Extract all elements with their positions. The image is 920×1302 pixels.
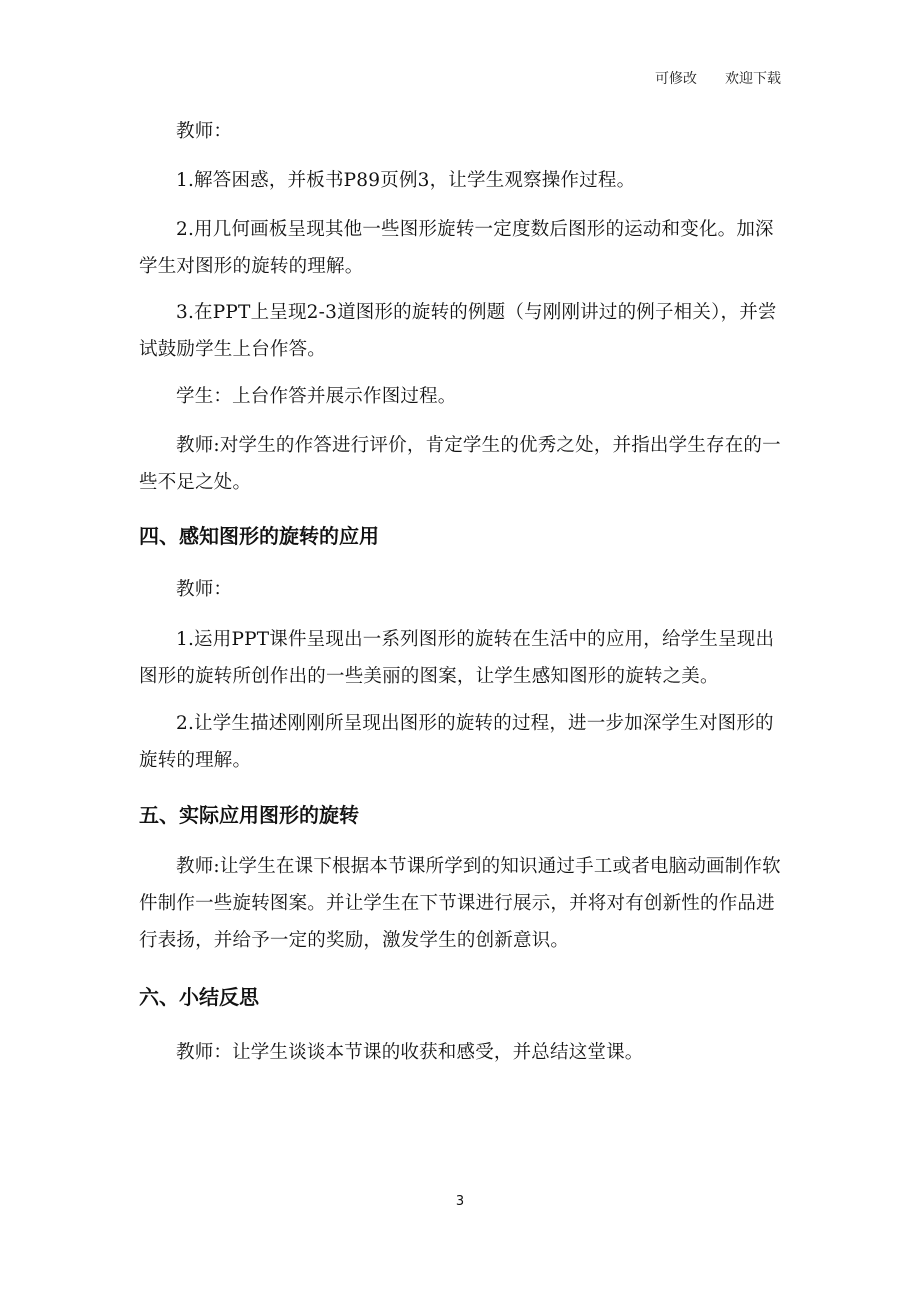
paragraph-student: 学生：上台作答并展示作图过程。 xyxy=(176,386,457,407)
header-editable-label: 可修改 xyxy=(655,71,697,87)
paragraph-application-2: 2.让学生描述刚刚所呈现出图形的旋转的过程，进一步加深学生对图形的旋转的理解。 xyxy=(139,713,774,771)
paragraph-practice: 教师:让学生在课下根据本节课所学到的知识通过手工或者电脑动画制作软件制作一些旋转图案。并让学生在下节课进行展示，并将对有创新性的作品进行表扬，并给予一定的奖励，激发学生的创新意识。 xyxy=(139,856,781,951)
page-number: 3 xyxy=(455,1194,465,1209)
section-heading-5: 五、实际应用图形的旋转 xyxy=(139,803,359,827)
paragraph-step-2: 2.用几何画板呈现其他一些图形旋转一定度数后图形的运动和变化。加深学生对图形的旋转的理解。 xyxy=(139,219,774,277)
header-download-label: 欢迎下载 xyxy=(725,71,781,87)
paragraph-application-1: 1.运用PPT课件呈现出一系列图形的旋转在生活中的应用，给学生呈现出图形的旋转所创作出的一些美丽的图案，让学生感知图形的旋转之美。 xyxy=(139,629,775,687)
section-heading-6: 六、小结反思 xyxy=(139,985,259,1009)
paragraph-teacher-evaluation: 教师:对学生的作答进行评价，肯定学生的优秀之处，并指出学生存在的一些不足之处。 xyxy=(139,435,781,493)
paragraph-teacher-label-2: 教师： xyxy=(176,579,233,600)
paragraph-step-3: 3.在PPT上呈现2-3道图形的旋转的例题（与刚刚讲过的例子相关），并尝试鼓励学生上台作答。 xyxy=(139,302,777,360)
paragraph-summary: 教师：让学生谈谈本节课的收获和感受，并总结这堂课。 xyxy=(176,1042,644,1063)
section-heading-4: 四、感知图形的旋转的应用 xyxy=(139,524,379,548)
page-header xyxy=(655,68,781,88)
paragraph-step-1: 1.解答困惑，并板书P89页例3，让学生观察操作过程。 xyxy=(176,170,636,191)
paragraph-teacher-label: 教师： xyxy=(176,121,233,142)
